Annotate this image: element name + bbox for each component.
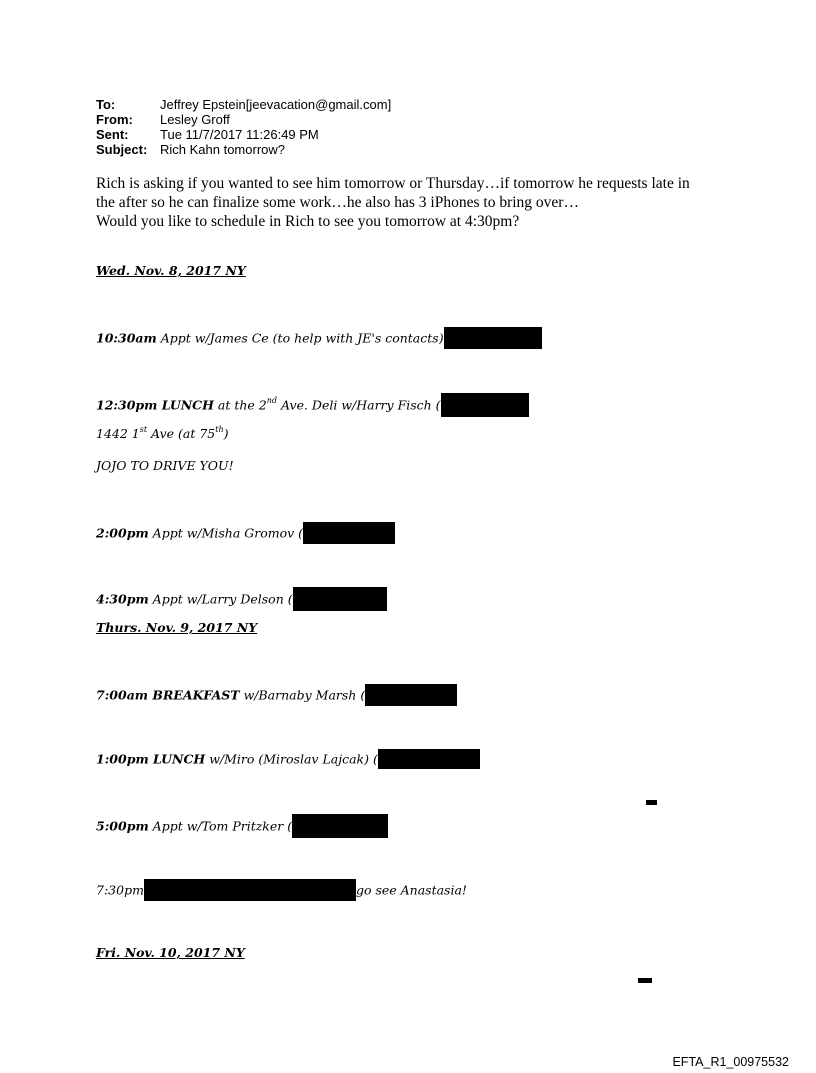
redaction-box <box>444 327 542 349</box>
address-part-c: ) <box>223 426 229 441</box>
wed-item-2-text-a: at the 2 <box>213 397 267 413</box>
wed-heading: Wed. Nov. 8, 2017 NY <box>96 263 246 278</box>
address-sup-1: st <box>139 424 148 434</box>
from-value: Lesley Groff <box>160 112 230 127</box>
sent-value: Tue 11/7/2017 11:26:49 PM <box>160 127 319 142</box>
thu-item-1 <box>96 685 457 707</box>
subject-label: Subject: <box>96 142 148 157</box>
redaction-box <box>303 522 395 544</box>
subject-value: Rich Kahn tomorrow? <box>160 142 285 157</box>
thu-item-2-time: 1:00pm LUNCH <box>96 751 206 767</box>
wed-item-2-address <box>96 426 229 442</box>
message-line-2: the after so he can finalize some work…he also has 3 iPhones to bring over… <box>96 194 579 211</box>
wed-item-2-sup: nd <box>266 396 278 406</box>
address-part-a: 1442 1 <box>96 426 140 441</box>
header-to-row <box>96 97 391 112</box>
thu-item-2 <box>96 750 480 770</box>
thu-item-4-text: go see Anastasia! <box>355 882 467 898</box>
thu-item-2-text: w/Miro (Miroslav Lajcak) ( <box>205 751 378 767</box>
thu-item-1-text: w/Barnaby Marsh ( <box>239 687 366 703</box>
wed-item-1-time: 10:30am <box>96 330 157 346</box>
thu-heading: Thurs. Nov. 9, 2017 NY <box>96 620 258 635</box>
message-line-3: Would you like to schedule in Rich to see you tomorrow at 4:30pm? <box>96 213 520 230</box>
wed-item-3-time: 2:00pm <box>96 525 149 541</box>
thu-item-3-time: 5:00pm <box>96 818 149 834</box>
address-part-b: Ave (at 75 <box>147 426 216 441</box>
redaction-box <box>292 814 388 838</box>
wed-item-1 <box>96 328 542 350</box>
header-subject-row <box>96 142 285 157</box>
redaction-mark <box>646 800 657 805</box>
wed-item-3 <box>96 523 395 545</box>
redaction-box <box>365 684 457 706</box>
thu-item-4-time: 7:30pm <box>96 882 144 898</box>
thu-item-3-text: Appt w/Tom Pritzker ( <box>148 818 293 834</box>
wed-item-2 <box>96 394 529 418</box>
wed-item-1-text: Appt w/James Ce (to help with JE's contacts) <box>156 330 444 346</box>
fri-heading: Fri. Nov. 10, 2017 NY <box>96 945 245 960</box>
header-sent-row <box>96 127 319 142</box>
sent-label: Sent: <box>96 127 129 142</box>
redaction-box <box>441 393 529 417</box>
wed-item-4-time: 4:30pm <box>96 591 149 607</box>
redaction-box <box>144 879 356 901</box>
to-label: To: <box>96 97 116 112</box>
message-line-1: Rich is asking if you wanted to see him tomorrow or Thursday…if tomorrow he requests late in <box>96 175 690 192</box>
wed-item-2-note: JOJO TO DRIVE YOU! <box>96 458 234 473</box>
document-id: EFTA_R1_00975532 <box>672 1055 789 1069</box>
redaction-box <box>378 749 480 769</box>
wed-item-4-text: Appt w/Larry Delson ( <box>148 591 293 607</box>
redaction-mark <box>638 978 652 983</box>
address-sup-2: th <box>215 424 224 434</box>
thu-item-3 <box>96 815 388 839</box>
redaction-box <box>293 587 387 611</box>
from-label: From: <box>96 112 133 127</box>
wed-item-4 <box>96 588 387 612</box>
thu-item-1-time: 7:00am BREAKFAST <box>96 687 240 703</box>
wed-item-3-text: Appt w/Misha Gromov ( <box>148 525 304 541</box>
header-from-row <box>96 112 230 127</box>
wed-item-2-time: 12:30pm LUNCH <box>96 397 214 413</box>
wed-item-2-text-b: Ave. Deli w/Harry Fisch ( <box>277 397 441 413</box>
to-value: Jeffrey Epstein[jeevacation@gmail.com] <box>160 97 392 112</box>
thu-item-4 <box>96 880 467 902</box>
